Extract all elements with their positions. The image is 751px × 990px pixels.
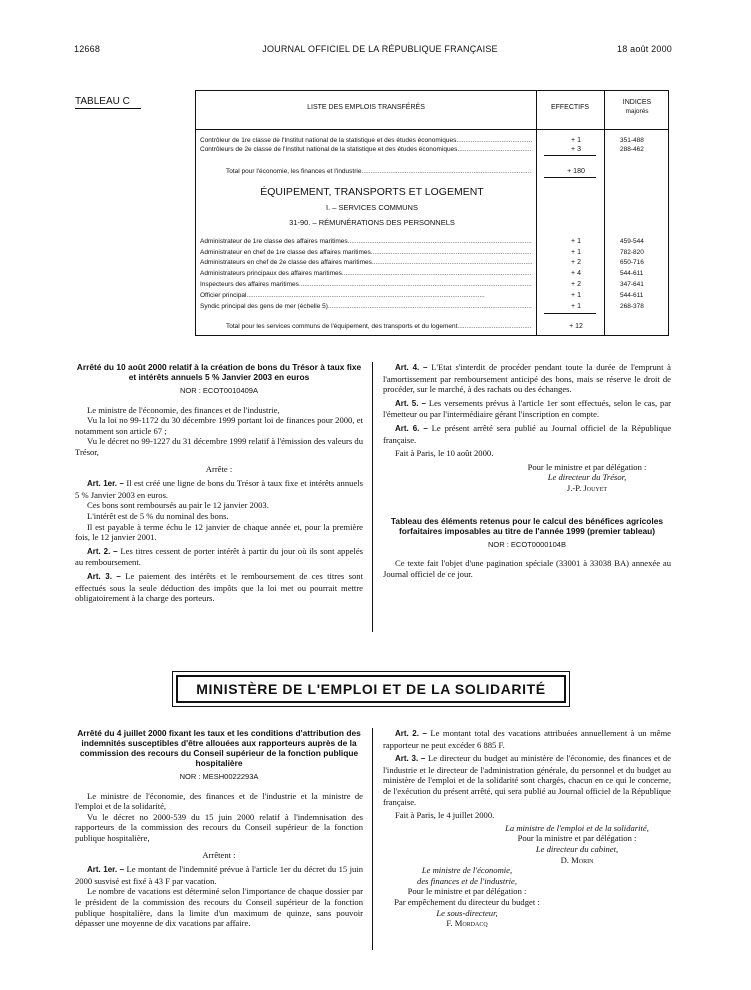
indice-cell: 544-611 — [620, 270, 644, 277]
effectif-cell: + 2 — [571, 281, 581, 288]
col-header-effectifs: EFFECTIFS — [550, 104, 590, 111]
total-row: Total pour les services communs de l'équipement, des transports et du logement ..... — [226, 322, 532, 331]
indice-cell: 347-641 — [620, 281, 644, 288]
effectif-cell: + 1 — [571, 249, 581, 256]
tableau-elements-title: Tableau des éléments retenus pour le calcul des bénéfices agricoles forfaitaires imposables au titre de l'année 1999 (premier tableau) — [390, 515, 664, 536]
indice-cell: 782-820 — [620, 249, 644, 256]
table-row: Syndic principal des gens de mer (échelle 5) ..... — [200, 302, 532, 311]
date-line: Fait à Paris, le 10 août 2000. — [395, 448, 494, 459]
col-header-majores: majorés — [625, 108, 649, 115]
section-title: ÉQUIPEMENT, TRANSPORTS ET LOGEMENT — [260, 186, 484, 198]
signature-line: Pour la ministre et par délégation : — [517, 833, 637, 844]
arrete-title: Arrêté du 10 août 2000 relatif à la création de bons du Trésor à taux fixe et intérêts annuels 5 % Janvier 2003 en euros — [76, 362, 362, 382]
arrete-title: Arrêté du 4 juillet 2000 fixant les taux et les conditions d'attribution des indemnités susceptibles d'être allouées aux rapporteurs auprès de la commission des recours du Conseil supérieur de la fonction publique hospitalière — [77, 728, 361, 768]
signature-line: La ministre de l'emploi et de la solidarité, — [505, 822, 649, 833]
paragraph: Le ministre de l'économie, des finances et de l'industrie, — [87, 404, 280, 415]
signature-line: Pour le ministre et par délégation : — [527, 461, 647, 472]
table-row: Officier principal ..... — [200, 291, 532, 300]
table-row: Administrateurs en chef de 2e classe des affaires maritimes ..... — [200, 258, 532, 267]
article-5: Art. 5. – Les versements prévus à l'article 1er sont effectués, selon le cas, par l'émetteur ou par l'intermédiaire gérant l'inscription en compte. — [383, 397, 671, 420]
date-line: Fait à Paris, le 4 juillet 2000. — [395, 810, 495, 821]
article-6: Art. 6. – Le présent arrêté sera publié au Journal officiel de la République française. — [383, 422, 672, 445]
article-2: Art. 2. – Le montant total des vacations attribuées annuellement à un même rapporteur ne peut excéder 6 885 F. — [383, 728, 671, 750]
page-number: 12668 — [74, 44, 101, 54]
paragraph: Vu la loi no 99-1172 du 30 décembre 1999 portant loi de finances pour 2000, et notamment son article 67 ; — [75, 415, 363, 436]
page-date: 18 août 2000 — [617, 44, 672, 54]
col-header-emplois: LISTE DES EMPLOIS TRANSFÉRÉS — [307, 104, 425, 111]
indice-cell: 268-378 — [620, 303, 644, 310]
indice-cell: 544-611 — [620, 292, 644, 299]
article-1: Art. 1er. – Le montant de l'indemnité prévue à l'article 1er du décret du 15 juin 2000 susvisé est fixé à 43 F par vacation. — [75, 864, 363, 886]
paragraph: L'intérêt est de 5 % du nominal des bons. — [87, 510, 229, 521]
indice-cell: 288-462 — [620, 146, 644, 153]
col-header-indices: INDICES — [622, 99, 652, 106]
article-4: Art. 4. – L'Etat s'interdit de procéder pendant toute la durée de l'emprunt à l'amortissement par remboursement anticipé des bons, mais se réserve le droit de procéder, sur le marché, à des rachats ou des échanges. — [383, 362, 671, 395]
table-row: Inspecteurs des affaires maritimes ..... — [200, 280, 532, 289]
total-row: Total pour l'économie, les finances et l'industrie ..... — [226, 167, 532, 176]
paragraph: Ce texte fait l'objet d'une pagination spéciale (33001 à 33038 BA) annexée au Journal officiel de ce jour. — [383, 558, 671, 579]
effectif-cell: + 2 — [571, 259, 581, 266]
arrete-indemnites-suite — [383, 728, 671, 929]
arrete-heading: Arrêtent : — [202, 849, 236, 860]
nor-code: NOR : ECOT0000104B — [488, 539, 566, 549]
effectif-cell: + 1 — [571, 137, 581, 144]
subsection-title: I. – SERVICES COMMUNS — [326, 203, 418, 212]
signature-line: Le directeur du cabinet, — [535, 843, 619, 854]
journal-title: JOURNAL OFFICIEL DE LA RÉPUBLIQUE FRANÇAISE — [262, 44, 498, 54]
indice-cell: 650-716 — [620, 259, 644, 266]
table-row: Contrôleurs de 2e classe de l'Institut national de la statistique et des études économiques ..... — [200, 145, 532, 154]
nor-code: NOR : ECOT0010409A — [180, 386, 258, 395]
signature-line: Le sous-directeur, — [436, 907, 498, 918]
total-effectif: + 180 — [567, 168, 585, 175]
table-row: Administrateurs principaux des affaires maritimes ..... — [200, 269, 532, 278]
transfer-table — [195, 90, 669, 336]
table-label: TABLEAU C — [75, 96, 141, 109]
signature-line: Le directeur du Trésor, — [547, 472, 627, 483]
effectif-cell: + 1 — [571, 292, 581, 299]
effectif-cell: + 4 — [571, 270, 581, 277]
arrete-heading: Arrête : — [205, 463, 233, 474]
table-row: Administrateur de 1re classe des affaires maritimes ..... — [200, 237, 532, 246]
total-effectif: + 12 — [569, 323, 583, 330]
signatory: D. Morin — [560, 854, 594, 865]
signatory: J.-P. Jouyet — [566, 482, 608, 493]
table-row: Contrôleur de 1re classe de l'Institut national de la statistique et des études économiques ..... — [200, 136, 532, 145]
effectif-cell: + 3 — [571, 146, 581, 153]
chapter-title: 31-90. – RÉMUNÉRATIONS DES PERSONNELS — [289, 218, 455, 227]
nor-code: NOR : MESH0022293A — [179, 772, 259, 781]
signature-line: des finances et de l'industrie, — [417, 875, 517, 886]
article-1: Art. 1er. – Il est créé une ligne de bons du Trésor à taux fixe et intérêts annuels 5 % Janvier 2003 en euros. — [75, 478, 363, 500]
signature-line: Par empêchement du directeur du budget : — [394, 896, 540, 907]
paragraph: Ces bons sont remboursés au pair le 12 janvier 2003. — [87, 500, 269, 511]
paragraph: Il est payable à terme échu le 12 janvier de chaque année et, pour la première fois, le 12 janvier 2001. — [75, 521, 363, 543]
paragraph: Vu le décret no 2000-539 du 15 juin 2000 relatif à l'indemnisation des rapporteurs de la commission des recours du Conseil supérieur de la fonction publique hospitalière, — [75, 811, 363, 843]
paragraph: Vu le décret no 99-1227 du 31 décembre 1999 relatif à l'émission des valeurs du Trésor, — [75, 436, 363, 457]
arrete-bons-tresor — [75, 362, 363, 604]
effectif-cell: + 1 — [571, 303, 581, 310]
arrete-indemnites — [75, 728, 363, 929]
signature-line: Pour le ministre et par délégation : — [407, 886, 527, 897]
article-3: Art. 3. – Le paiement des intérêts et le remboursement de ces titres sont effectués sous la seule déduction des impôts que la loi met ou pourrait mettre obligatoirement à la charge des porteurs. — [75, 570, 363, 604]
signatory: F. Mordacq — [446, 918, 488, 929]
article-2: Art. 2. – Les titres cessent de porter intérêt à partir du jour où ils sont appelés au remboursement. — [75, 545, 364, 568]
table-row: Administrateur en chef de 1re classe des affaires maritimes ..... — [200, 248, 532, 257]
indice-cell: 351-488 — [620, 137, 644, 144]
ministere-banner — [172, 671, 570, 707]
signature-line: Le ministre de l'économie, — [421, 865, 513, 876]
paragraph: Le nombre de vacations est déterminé selon l'importance de chaque dossier par le président de la commission des recours du Conseil supérieur de la fonction publique hospitalière, dans la limite d'un maximum de quinze, sans pouvoir dépasser une moyenne de dix vacations par affaire. — [75, 886, 363, 929]
ministere-title: MINISTÈRE DE L'EMPLOI ET DE LA SOLIDARITÉ — [176, 675, 566, 703]
paragraph: Le ministre de l'économie, des finances et de l'industrie et la ministre de l'emploi et de la solidarité, — [75, 790, 363, 812]
effectif-cell: + 1 — [571, 238, 581, 245]
arrete-bons-tresor-suite — [383, 362, 671, 579]
article-3: Art. 3. – Le directeur du budget au ministère de l'économie, des finances et de l'industrie et le directeur de l'administration générale, du personnel et du budget au ministère de l'emploi et de la solidarité sont chargés, chacun en ce qui le concerne, de l'exécution du présent arrêté, qui sera publié au Journal officiel de la République française. — [383, 753, 672, 807]
indice-cell: 459-544 — [620, 238, 644, 245]
